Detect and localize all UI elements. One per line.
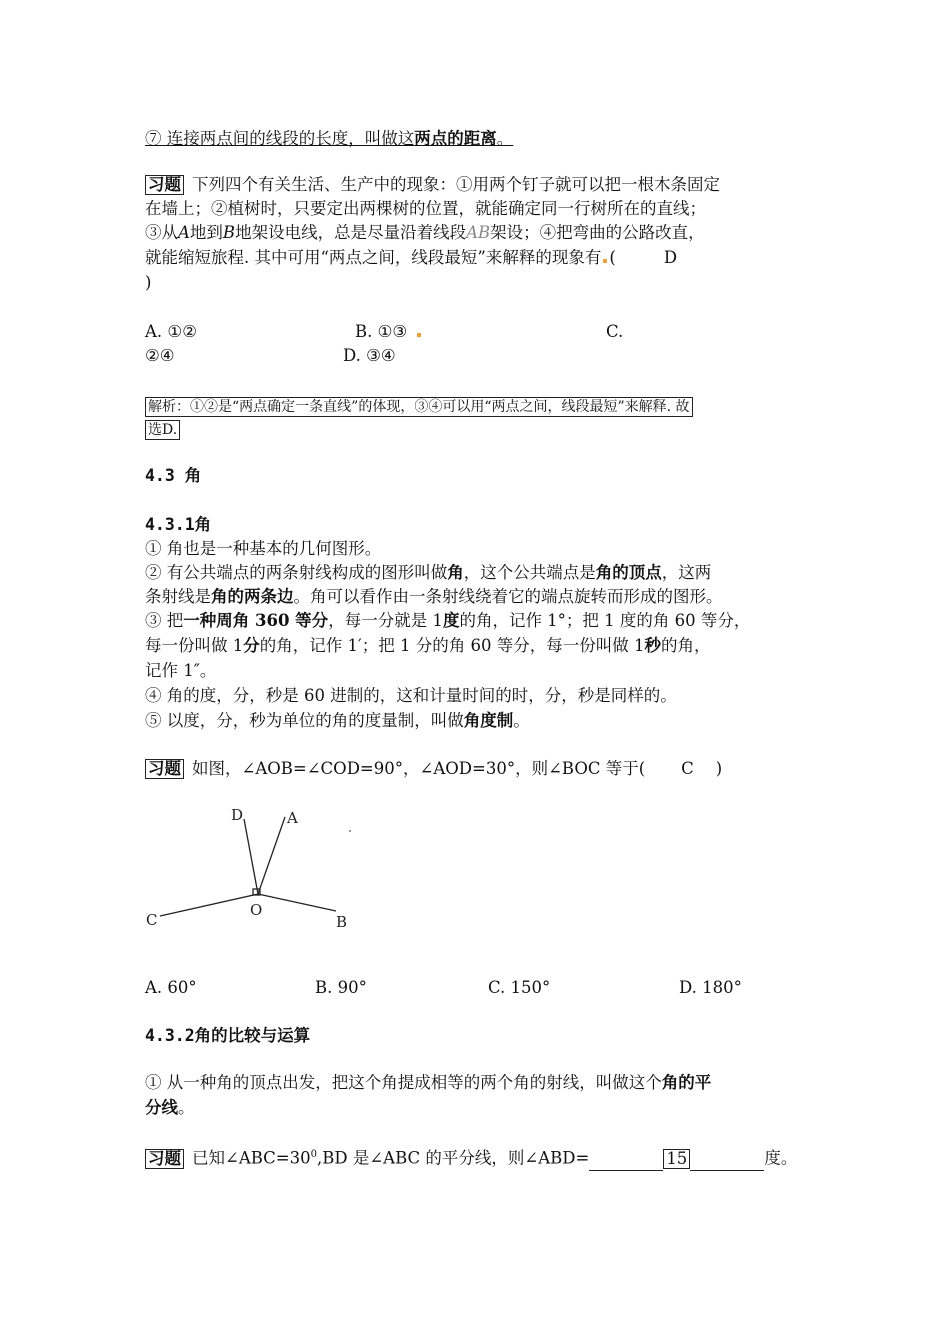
- exercise-1-line-2: 在墙上；②植树时，只要定出两棵树的位置，就能确定同一行树所在的直线；: [145, 199, 706, 218]
- angle-def-3-cont-2: 记作 1″。: [145, 661, 217, 680]
- option-c-cont: ②④: [145, 346, 175, 365]
- label-o: O: [250, 901, 263, 919]
- bisector-def-cont: 分线。: [145, 1098, 195, 1117]
- exercise-1-line-5: ): [145, 273, 152, 292]
- option-c: C. 150°: [488, 978, 551, 997]
- exercise-3: 习题 已知$\angle ABC=30^0,BD$ 是∠ABC 的平分线，则∠ABD= 15 度。: [145, 1144, 797, 1171]
- angle-def-1: ① 角也是一种基本的几何图形。: [145, 539, 382, 558]
- option-a: A. 60°: [145, 978, 197, 997]
- ray-od: [244, 819, 258, 894]
- label-d: D: [231, 806, 244, 824]
- option-b: B. ①③: [355, 321, 423, 343]
- option-a: A. ①②: [145, 322, 197, 341]
- answer: C: [681, 759, 694, 778]
- label-a: A: [287, 809, 298, 827]
- bisector-def: ① 从一种角的顶点出发，把这个角提成相等的两个角的射线，叫做这个角的平: [145, 1073, 712, 1092]
- label-c: C: [146, 911, 158, 929]
- definition-7: ⑦ 连接两点间的线段的长度，叫做这两点的距离。: [145, 129, 514, 148]
- section-heading-4-3-2: 4.3.2角的比较与运算: [145, 1026, 311, 1045]
- answer: 15: [663, 1149, 690, 1169]
- analysis-line-1: 解析：①②是“两点确定一条直线”的体现，③④可以用“两点之间，线段最短”来解释. 故: [145, 395, 693, 417]
- option-d: D. 180°: [679, 978, 742, 997]
- option-d: D. ③④: [343, 346, 396, 365]
- option-b: B. 90°: [315, 978, 367, 997]
- exercise-1-line-1: 习题 下列四个有关生活、生产中的现象：①用两个钉子就可以把一根木条固定: [145, 174, 720, 196]
- exercise-1-line-4: 就能缩短旅程. 其中可用“两点之间，线段最短”来解释的现象有 ( D: [145, 248, 678, 267]
- answer: D: [663, 248, 678, 267]
- section-heading-4-3: 4.3 角: [145, 466, 202, 485]
- angle-def-2: ② 有公共端点的两条射线构成的图形叫做角，这个公共端点是角的顶点，这两: [145, 563, 712, 582]
- exercise-tag: 习题: [145, 759, 184, 779]
- angle-def-3: ③ 把一种周角 360 等分，每一分就是 1度的角，记作 1°；把 1 度的角 60 等分，: [145, 611, 751, 630]
- label-b: B: [336, 913, 348, 931]
- exercise-2: 习题 如图，∠AOB=∠COD=90°，∠AOD=30°，则∠BOC 等于( C ): [145, 758, 722, 780]
- ray-ob: [258, 894, 336, 911]
- analysis-line-2: 选D.: [145, 418, 180, 440]
- answer-blank: [589, 1148, 663, 1171]
- exercise-1-line-3: ③从A地到B地架设电线，总是尽量沿着线段AB架设；④把弯曲的公路改直，: [145, 223, 705, 242]
- angle-def-5: ⑤ 以度，分，秒为单位的角的度量制，叫做角度制。: [145, 711, 530, 730]
- angle-def-3-cont: 每一份叫做 1分的角，记作 1′；把 1 分的角 60 等分，每一份叫做 1秒的角，: [145, 636, 711, 655]
- option-c: C.: [606, 322, 624, 341]
- angle-def-4: ④ 角的度，分，秒是 60 进制的，这和计量时间的时，分，秒是同样的。: [145, 686, 677, 705]
- exercise-tag: 习题: [145, 1149, 184, 1169]
- angle-def-2-cont: 条射线是角的两条边。角可以看作由一条射线绕着它的端点旋转而形成的图形。: [145, 587, 723, 606]
- section-heading-4-3-1: 4.3.1角: [145, 515, 212, 534]
- ray-oa: [258, 817, 285, 894]
- angle-figure: [140, 795, 370, 940]
- ray-oc: [160, 894, 258, 916]
- mark-dot: [603, 259, 607, 263]
- exercise-tag: 习题: [145, 175, 184, 195]
